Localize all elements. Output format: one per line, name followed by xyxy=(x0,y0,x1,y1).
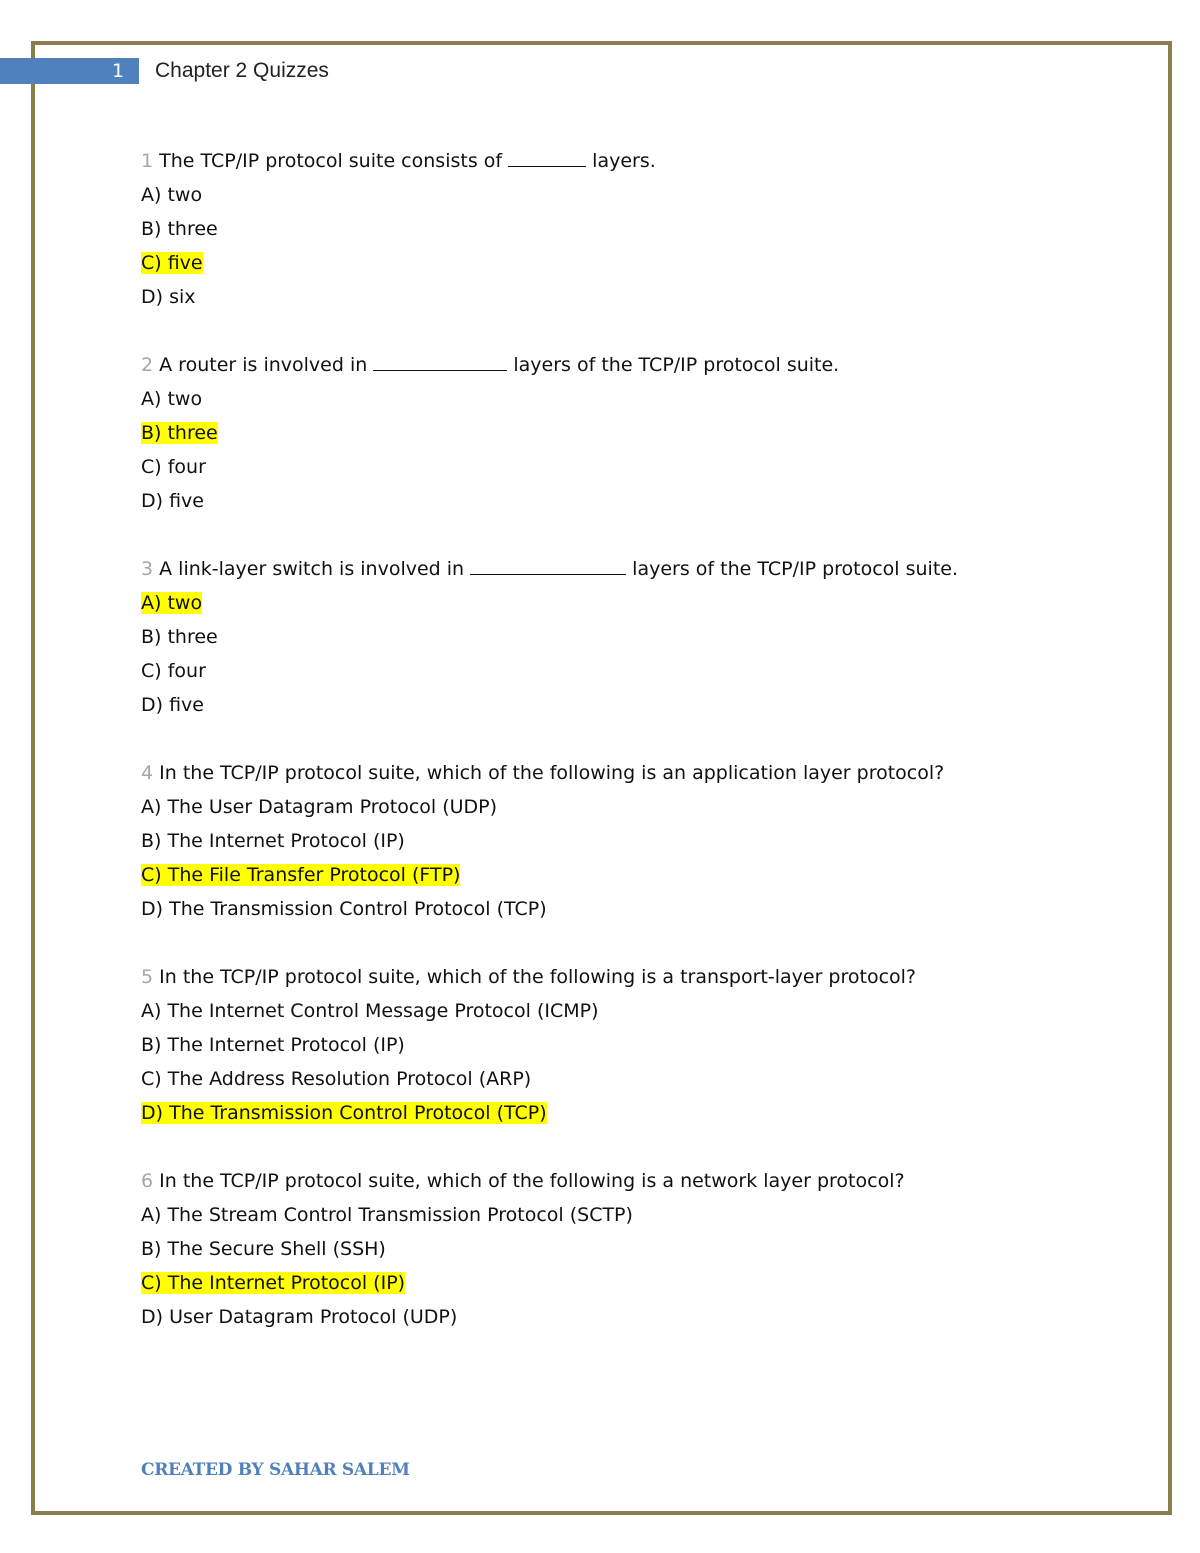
option-c[interactable]: C) four xyxy=(141,660,206,682)
chapter-title: Chapter 2 Quizzes xyxy=(155,59,329,82)
option-a[interactable]: A) two xyxy=(141,388,203,410)
option-a[interactable]: A) The Internet Control Message Protocol (ICMP) xyxy=(141,1000,599,1022)
option-a[interactable]: A) two xyxy=(141,184,203,206)
quiz-content xyxy=(141,144,1041,1368)
question-number: 1 xyxy=(141,150,154,172)
question-text: The TCP/IP protocol suite consists of xyxy=(159,150,503,172)
question-stem xyxy=(141,348,1041,382)
option-c[interactable] xyxy=(141,858,1041,892)
option-a[interactable]: A) The Stream Control Transmission Protocol (SCTP) xyxy=(141,1204,633,1226)
question-2 xyxy=(141,348,1041,518)
option-d[interactable]: D) The Transmission Control Protocol (TCP) xyxy=(141,898,547,920)
option-b[interactable] xyxy=(141,416,1041,450)
question-stem xyxy=(141,756,1041,790)
question-number: 6 xyxy=(141,1170,154,1192)
question-stem xyxy=(141,144,1041,178)
option-a[interactable] xyxy=(141,586,1041,620)
question-number: 4 xyxy=(141,762,154,784)
question-stem xyxy=(141,960,1041,994)
correct-answer: A) two xyxy=(141,592,203,614)
question-text-end: layers of the TCP/IP protocol suite. xyxy=(513,354,840,376)
correct-answer: C) The Internet Protocol (IP) xyxy=(141,1272,406,1294)
question-4 xyxy=(141,756,1041,926)
option-c[interactable] xyxy=(141,1266,1041,1300)
correct-answer: C) The File Transfer Protocol (FTP) xyxy=(141,864,461,886)
question-text: A router is involved in xyxy=(159,354,368,376)
option-c[interactable]: C) The Address Resolution Protocol (ARP) xyxy=(141,1068,532,1090)
question-text-end: layers. xyxy=(592,150,656,172)
option-d[interactable]: D) User Datagram Protocol (UDP) xyxy=(141,1306,458,1328)
question-stem xyxy=(141,552,1041,586)
answer-blank xyxy=(373,350,507,371)
option-b[interactable]: B) The Secure Shell (SSH) xyxy=(141,1238,386,1260)
option-a[interactable]: A) The User Datagram Protocol (UDP) xyxy=(141,796,498,818)
question-3 xyxy=(141,552,1041,722)
option-d[interactable]: D) six xyxy=(141,286,196,308)
question-number: 5 xyxy=(141,966,154,988)
option-b[interactable]: B) The Internet Protocol (IP) xyxy=(141,830,405,852)
option-d[interactable]: D) five xyxy=(141,694,204,716)
answer-blank xyxy=(470,554,626,575)
question-stem xyxy=(141,1164,1041,1198)
option-b[interactable]: B) The Internet Protocol (IP) xyxy=(141,1034,405,1056)
question-number: 3 xyxy=(141,558,154,580)
question-text: In the TCP/IP protocol suite, which of the following is a transport-layer protocol? xyxy=(159,966,917,988)
question-text-end: layers of the TCP/IP protocol suite. xyxy=(632,558,959,580)
question-number: 2 xyxy=(141,354,154,376)
question-text: In the TCP/IP protocol suite, which of the following is an application layer protocol? xyxy=(159,762,945,784)
question-text: In the TCP/IP protocol suite, which of the following is a network layer protocol? xyxy=(159,1170,905,1192)
question-text: A link-layer switch is involved in xyxy=(159,558,465,580)
page-number: 1 xyxy=(112,60,125,82)
question-1 xyxy=(141,144,1041,314)
question-5 xyxy=(141,960,1041,1130)
option-c[interactable]: C) four xyxy=(141,456,206,478)
option-d[interactable]: D) five xyxy=(141,490,204,512)
option-b[interactable]: B) three xyxy=(141,218,218,240)
option-d[interactable] xyxy=(141,1096,1041,1130)
option-b[interactable]: B) three xyxy=(141,626,218,648)
option-c[interactable] xyxy=(141,246,1041,280)
correct-answer: B) three xyxy=(141,422,218,444)
answer-blank xyxy=(508,146,586,167)
correct-answer: D) The Transmission Control Protocol (TCP) xyxy=(141,1102,547,1124)
footer-credit: CREATED BY SAHAR SALEM xyxy=(141,1460,410,1480)
question-6 xyxy=(141,1164,1041,1334)
correct-answer: C) five xyxy=(141,252,203,274)
